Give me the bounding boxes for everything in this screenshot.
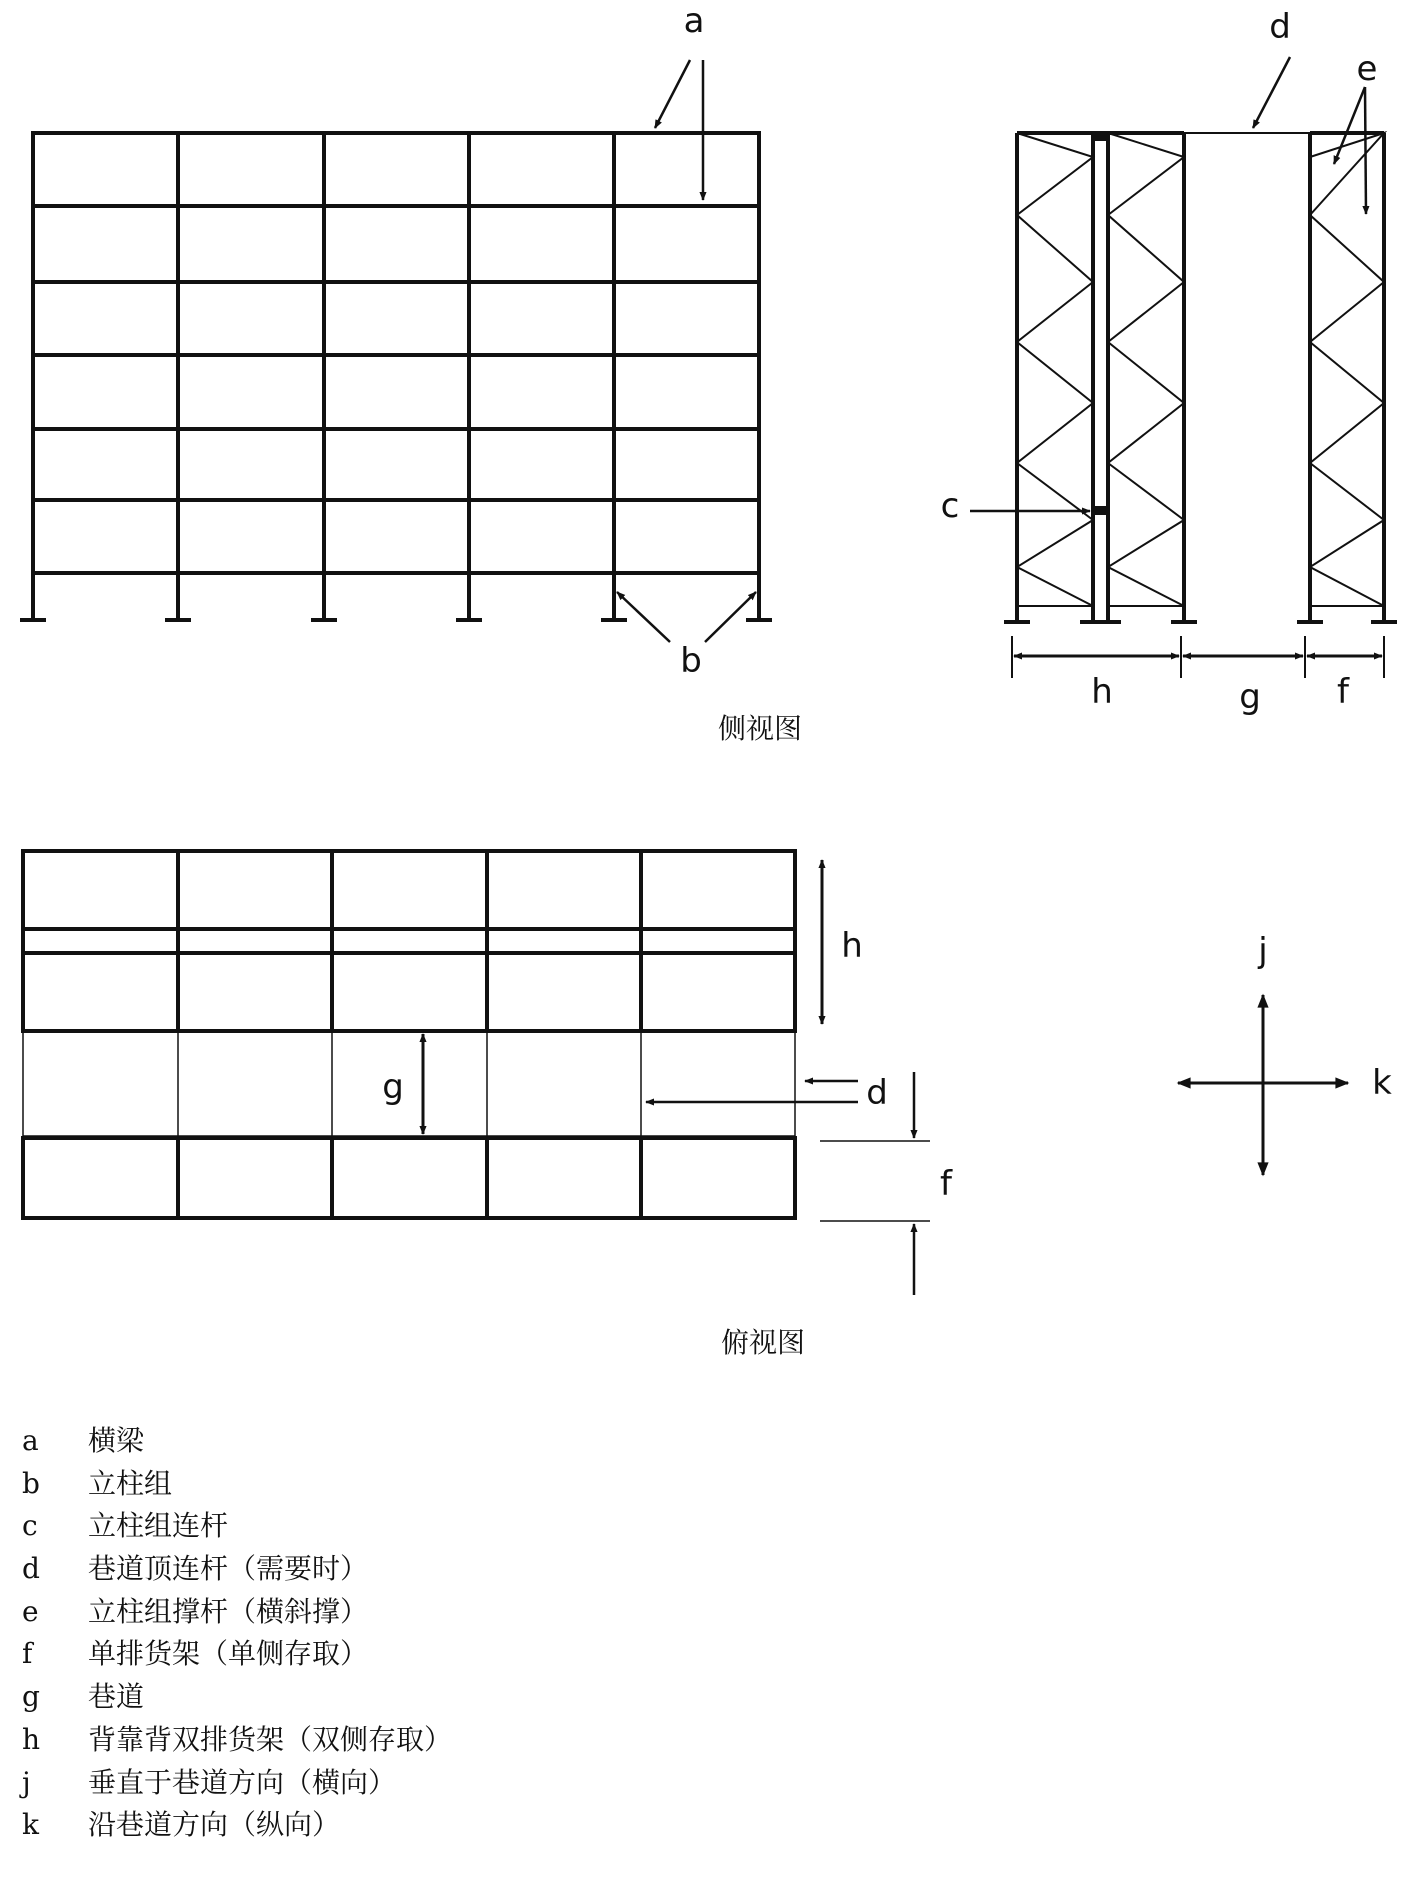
legend-item [22, 1591, 452, 1634]
beam-lines [33, 206, 759, 500]
frame-spacer [1093, 135, 1108, 141]
cross-section [970, 57, 1397, 678]
legend-key: k [22, 1808, 39, 1842]
side-elevation-pointers [617, 60, 756, 642]
label-e: e [1356, 49, 1378, 89]
pointer-e-1 [1334, 87, 1365, 164]
side-view-caption: 侧视图 [717, 712, 803, 745]
legend-text: 立柱组撑杆（横斜撑） [88, 1594, 369, 1628]
legend-item [22, 1719, 452, 1762]
label-a: a [683, 1, 705, 41]
side-elevation [20, 60, 772, 642]
legend-key: j [22, 1765, 31, 1799]
top-view-caption: 俯视图 [720, 1326, 806, 1359]
pointer-b-2 [705, 592, 756, 642]
top-view-bay-lines [178, 851, 641, 1218]
legend-item [22, 1505, 452, 1548]
legend-text: 巷道顶连杆（需要时） [88, 1552, 369, 1586]
legend [22, 1420, 452, 1847]
legend-text: 横梁 [88, 1424, 145, 1457]
legend-text: 立柱组连杆 [88, 1509, 229, 1543]
legend-text: 背靠背双排货架（双侧存取） [88, 1722, 453, 1756]
top-label-f: f [940, 1164, 952, 1204]
legend-key: c [22, 1509, 38, 1543]
top-label-h: h [841, 926, 863, 966]
legend-key: h [22, 1722, 41, 1756]
legend-item [22, 1463, 452, 1506]
legend-text: 沿巷道方向（纵向） [88, 1808, 341, 1842]
label-d: d [1269, 7, 1291, 47]
legend-item [22, 1633, 452, 1676]
frame-bracing [1017, 133, 1384, 606]
legend-key: a [22, 1424, 39, 1457]
frame-spacer [1093, 506, 1108, 515]
double-row-block [23, 851, 795, 1031]
pointer-a-1 [655, 60, 690, 128]
legend-text: 巷道 [88, 1680, 145, 1714]
top-label-g: g [382, 1067, 404, 1107]
legend-text: 立柱组 [88, 1466, 173, 1500]
legend-text: 垂直于巷道方向（横向） [88, 1765, 397, 1799]
top-label-k: k [1372, 1063, 1392, 1103]
label-b: b [680, 641, 702, 681]
legend-key: b [22, 1466, 40, 1500]
pointer-d [1253, 57, 1290, 128]
single-row-block [23, 1138, 795, 1218]
aisle-ties [23, 1031, 795, 1138]
pointer-b-1 [617, 592, 670, 642]
legend-key: e [22, 1594, 39, 1628]
top-label-j: j [1258, 931, 1268, 971]
legend-key: f [22, 1637, 33, 1671]
legend-text: 单排货架（单侧存取） [88, 1637, 369, 1671]
legend-key: g [22, 1680, 40, 1714]
legend-item [22, 1420, 452, 1463]
label-g: g [1239, 677, 1261, 717]
pointer-e-2 [1365, 87, 1366, 214]
top-view [23, 851, 1348, 1295]
legend-item [22, 1676, 452, 1719]
label-c: c [940, 486, 960, 526]
label-f: f [1337, 672, 1349, 712]
cross-section-pointers [970, 57, 1366, 511]
legend-key: d [22, 1552, 40, 1586]
legend-item [22, 1762, 452, 1805]
top-label-d: d [866, 1073, 888, 1113]
frame-uprights [1017, 133, 1384, 622]
label-h: h [1091, 672, 1113, 712]
legend-item [22, 1548, 452, 1591]
legend-item [22, 1804, 452, 1847]
